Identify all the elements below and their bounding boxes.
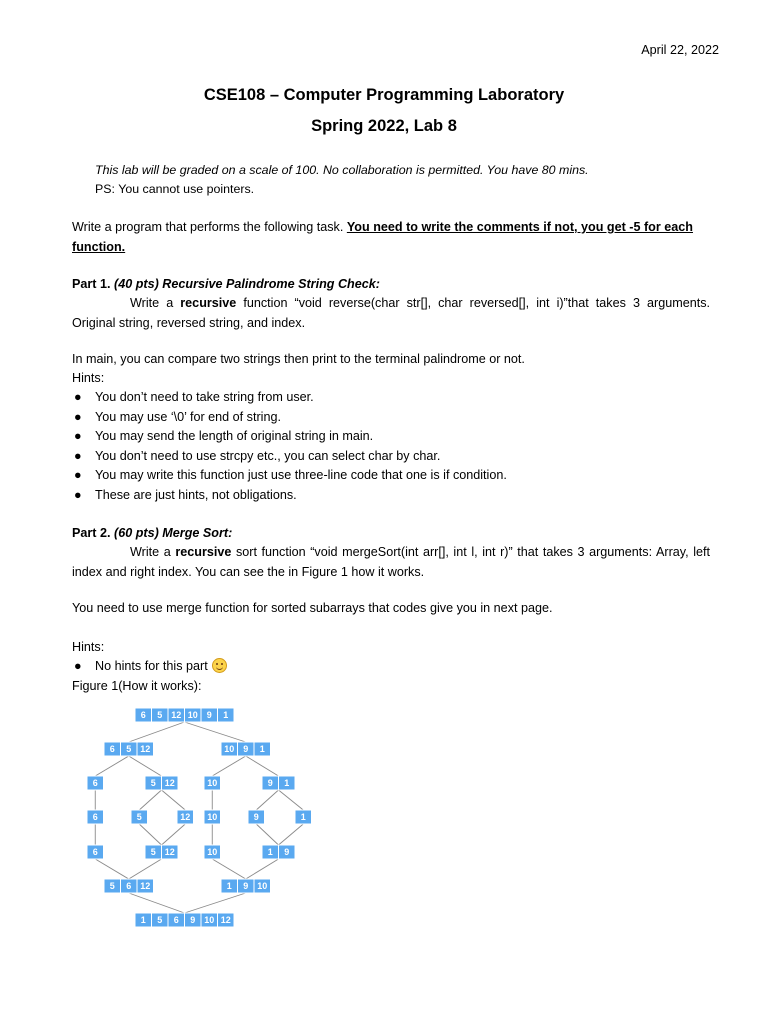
array-cell-value: 5 [136,812,142,823]
part1-desc-post: function “void reverse(char str[], char reversed[], int i)”that takes 3 arguments. Original string, reversed string, and index. [72,296,711,330]
diagram-arrow [246,859,279,879]
array-group [221,742,271,756]
part1-main-note: In main, you can compare two strings then print to the terminal palindrome or not. [72,352,525,366]
array-cell-value: 1 [259,744,265,755]
array-cell-value: 1 [140,915,146,926]
part2-heading [72,524,710,544]
task-paragraph [72,218,710,257]
diagram-arrow [212,756,246,776]
part2-hints-list [72,657,227,677]
array-group [177,810,194,824]
array-cell-value: 9 [253,812,259,823]
merge-sort-diagram [82,700,332,932]
ps-note: PS: You cannot use pointers. [95,182,255,196]
bullet-icon: ● [74,659,82,673]
array-cell-value: 12 [164,778,175,789]
array-cell-value: 9 [190,915,196,926]
array-cell-value: 10 [207,778,218,789]
array-cell-value: 12 [171,710,182,721]
list-item: ● You may use ‘\0’ for end of string. [72,408,507,428]
array-cell-value: 9 [284,847,290,858]
part2-desc-bold: recursive [175,545,232,559]
array-cell-value: 6 [126,881,132,892]
part1-description [72,294,710,333]
bullet-icon: ● [74,409,82,424]
part2-hints-label: Hints: [72,640,105,654]
diagram-arrow [129,893,185,913]
part1-hints-label: Hints: [72,371,105,385]
diagram-arrow [246,756,279,776]
diagram-arrow [162,824,186,845]
task-text: Write a program that performs the following task. [72,220,344,234]
array-group [262,845,295,859]
list-item: ● You may write this function just use three-line code that one is if condition. [72,466,507,486]
array-cell-value: 5 [150,847,156,858]
array-cell-value: 5 [126,744,132,755]
array-cell-value: 1 [267,847,273,858]
array-cell-value: 10 [187,710,198,721]
diagram-arrow [256,790,278,810]
part1-desc-bold: recursive [180,296,237,310]
diagram-arrow [129,756,162,776]
array-cell-value: 12 [220,915,231,926]
array-cell-value: 5 [157,710,163,721]
array-cell-value: 10 [204,915,215,926]
document-date: April 22, 2022 [641,43,719,57]
part2-label: Part 2. [72,526,111,540]
bullet-icon: ● [74,429,82,444]
array-cell-value: 10 [257,881,268,892]
part2-description [72,543,710,582]
diagram-arrow [279,790,304,810]
array-cell-value: 6 [92,778,98,789]
array-cell-value: 9 [267,778,273,789]
array-cell-value: 1 [226,881,232,892]
array-group [87,845,104,859]
array-cell-value: 12 [180,812,191,823]
array-cell-value: 6 [173,915,179,926]
list-item: ● You don’t need to use strcpy etc., you can select char by char. [72,447,507,467]
array-cell-value: 12 [164,847,175,858]
array-cell-value: 1 [300,812,306,823]
diagram-arrow [139,824,161,845]
part1-label: Part 1. [72,277,111,291]
grading-note [95,163,589,177]
diagram-arrow [279,824,304,845]
course-title: CSE108 – Computer Programming Laboratory [203,86,565,104]
array-group [295,810,312,824]
array-group [248,810,265,824]
diagram-arrow [95,859,129,879]
part1-heading [72,275,710,295]
diagram-arrow [95,756,129,776]
array-group [145,776,178,790]
array-cell-value: 10 [207,847,218,858]
array-cell-value: 9 [243,881,249,892]
list-item: ● You don’t need to take string from user. [72,388,507,408]
part1-hints-list [72,388,507,506]
list-item: ● You may send the length of original string in main. [72,427,507,447]
array-cell-value: 9 [243,744,249,755]
diagram-arrow [212,859,246,879]
array-cell-value: 6 [140,710,146,721]
part1-title: (40 pts) Recursive Palindrome String Check: [114,277,380,291]
array-group [221,879,271,893]
array-cell-value: 6 [92,847,98,858]
part2-title: (60 pts) Merge Sort: [114,526,233,540]
bullet-icon: ● [74,487,82,502]
diagram-arrow [256,824,278,845]
diagram-arrow [185,722,246,742]
array-cell-value: 5 [157,915,163,926]
task-warning: You need to write the comments if not, you get -5 for each function. [72,220,693,254]
array-group [262,776,295,790]
array-group [87,776,104,790]
bullet-icon: ● [74,448,82,463]
array-cell-value: 10 [207,812,218,823]
diagram-arrow [129,859,162,879]
lab-title: Spring 2022, Lab 8 [311,117,457,135]
bullet-icon: ● [74,468,82,483]
part2-merge-note: You need to use merge function for sorted subarrays that codes give you in next page. [72,601,553,615]
array-group [104,879,154,893]
array-cell-value: 5 [109,881,115,892]
part2-desc-post: sort function “void mergeSort(int arr[], int l, int r)” that takes 3 arguments: Array, left index and right index. You can see the in Figure 1 how it works. [72,545,711,579]
array-group [104,742,154,756]
array-group [204,810,221,824]
grading-text: This lab will be graded on a scale of 100. No collaboration is permitted. You have 80 mins. [95,163,589,177]
diagram-arrow [129,722,185,742]
array-group [145,845,178,859]
array-group [131,810,148,824]
array-cell-value: 9 [206,710,212,721]
array-cell-value: 12 [140,744,151,755]
array-group [204,776,221,790]
array-cell-value: 1 [284,778,290,789]
smiling-face-icon [212,658,227,673]
array-cell-value: 12 [140,881,151,892]
array-group [135,708,234,722]
array-group [204,845,221,859]
figure-caption: Figure 1(How it works): [72,679,202,693]
array-cell-value: 10 [224,744,235,755]
bullet-icon: ● [74,390,82,404]
array-cell-value: 6 [92,812,98,823]
part1-desc-pre: Write a [130,296,174,310]
list-item: ● No hints for this part [72,657,227,677]
diagram-arrow [185,893,246,913]
array-cell-value: 1 [223,710,229,721]
diagram-arrow [139,790,161,810]
array-group [135,913,234,927]
array-cell-value: 6 [109,744,115,755]
array-group [87,810,104,824]
array-cell-value: 5 [150,778,156,789]
diagram-arrow [162,790,186,810]
list-item: ● These are just hints, not obligations. [72,486,507,506]
part2-desc-pre: Write a [130,545,171,559]
